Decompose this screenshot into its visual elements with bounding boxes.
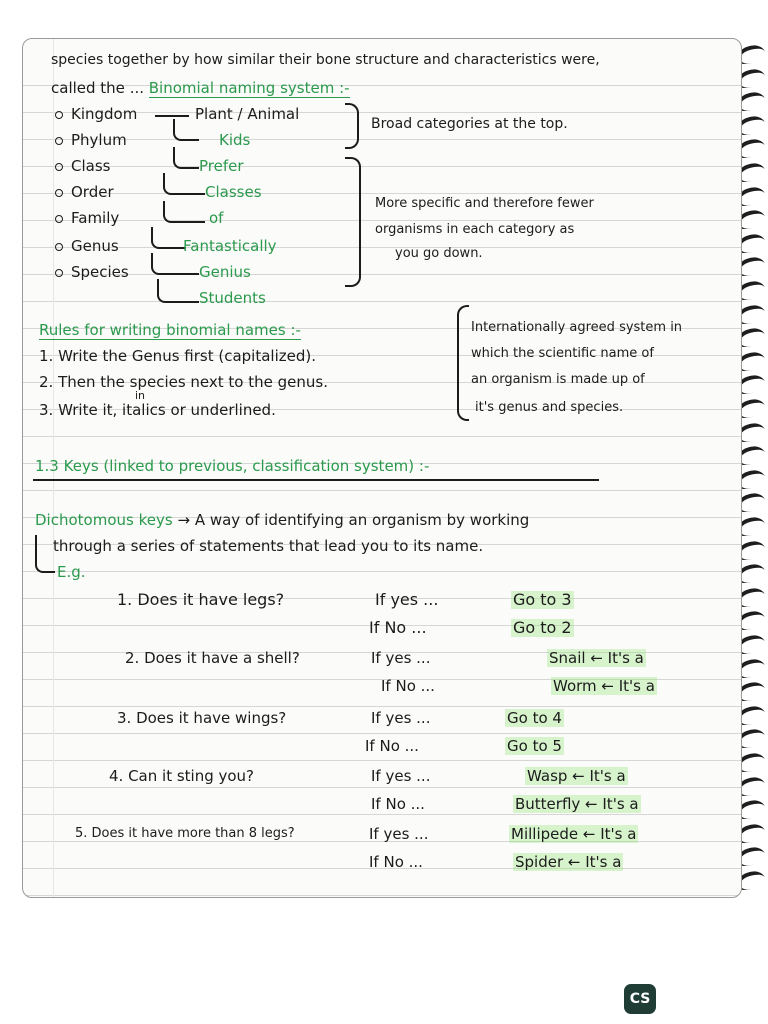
connector-line [151, 227, 185, 249]
arrow-icon: → [177, 511, 191, 529]
rank-class: Class [55, 157, 110, 175]
key-q4-yes-result: Wasp ← It's a [527, 767, 626, 785]
definition-3: an organism is made up of [471, 372, 645, 387]
key-q4-no: If No ... [371, 795, 425, 813]
rule-insert: in [135, 389, 146, 402]
definition-1: Internationally agreed system in [471, 320, 683, 335]
rank-genus: Genus [55, 237, 119, 255]
bullet-icon [55, 243, 63, 251]
key-q3-yes: If yes ... [371, 709, 431, 727]
definition-4: it's genus and species. [475, 400, 624, 415]
rules-title: Rules for writing binomial names :- [39, 321, 301, 339]
brace [457, 305, 469, 421]
bullet-icon [55, 163, 63, 171]
key-q3-no-result: Go to 5 [507, 737, 562, 755]
bullet-icon [55, 111, 63, 119]
rank-order: Order [55, 183, 114, 201]
key-q5-no-result: Spider ← It's a [515, 853, 622, 871]
intro-prefix: called the [51, 79, 125, 97]
rank-species: Species [55, 263, 129, 281]
key-q4-yes: If yes ... [371, 767, 431, 785]
key-q2: 2. Does it have a shell? [125, 649, 300, 667]
dichotomous-term: Dichotomous keys [35, 511, 173, 529]
key-q5: 5. Does it have more than 8 legs? [75, 826, 295, 841]
rule-3: 3. Write it, italics or underlined. [39, 401, 276, 419]
rule-2: 2. Then the species next to the genus. [39, 373, 328, 391]
mnemonic-classes: Classes [205, 183, 262, 201]
key-q4: 4. Can it sting you? [109, 767, 255, 785]
definition-text: A way of identifying an organism by working [194, 511, 530, 529]
key-q1-yes: If yes ... [375, 590, 439, 609]
key-q5-no: If No ... [369, 853, 423, 871]
mnemonic-plant-animal: Plant / Animal [195, 105, 300, 123]
dichotomous-definition-1 [35, 511, 529, 529]
key-q3: 3. Does it have wings? [117, 709, 287, 727]
note-specific-3: you go down. [395, 246, 483, 261]
arrow-line [155, 115, 189, 117]
mnemonic-of: of [209, 209, 224, 227]
rank-phylum: Phylum [55, 131, 127, 149]
mnemonic-genius: Genius [199, 263, 251, 281]
bullet-icon [55, 189, 63, 197]
connector-line [173, 147, 199, 169]
key-q5-yes: If yes ... [369, 825, 429, 843]
definition-2: which the scientific name of [471, 346, 654, 361]
key-q1: 1. Does it have legs? [117, 590, 285, 609]
bullet-icon [55, 215, 63, 223]
mnemonic-kids: Kids [219, 131, 251, 149]
heading-underline [33, 479, 599, 482]
connector-line [35, 535, 55, 573]
key-q1-no-result: Go to 2 [513, 618, 572, 637]
binomial-title: Binomial naming system :- [148, 79, 350, 97]
key-q1-yes-result: Go to 3 [513, 590, 572, 609]
notebook-page [22, 38, 742, 898]
brace [345, 157, 361, 287]
key-q5-yes-result: Millipede ← It's a [511, 825, 637, 843]
mnemonic-prefer: Prefer [199, 157, 244, 175]
section-heading: 1.3 Keys (linked to previous, classification system) :- [35, 457, 430, 475]
intro-line-2: called the ... Binomial naming system :- [51, 79, 350, 97]
note-broad: Broad categories at the top. [371, 116, 568, 132]
example-label: E.g. [57, 563, 86, 581]
key-q3-no: If No ... [365, 737, 419, 755]
key-q2-yes-result: Snail ← It's a [549, 649, 644, 667]
note-specific-2: organisms in each category as [375, 222, 575, 237]
note-specific-1: More specific and therefore fewer [375, 196, 594, 211]
key-q4-no-result: Butterfly ← It's a [515, 795, 639, 813]
mnemonic-fantastically: Fantastically [183, 237, 277, 255]
rank-family: Family [55, 209, 119, 227]
key-q3-yes-result: Go to 4 [507, 709, 562, 727]
rank-kingdom: Kingdom [55, 105, 137, 123]
connector-line [157, 279, 199, 303]
key-q1-no: If No ... [369, 618, 427, 637]
camscanner-logo: CS [624, 984, 656, 1014]
connector-line [163, 173, 205, 195]
key-q2-yes: If yes ... [371, 649, 431, 667]
mnemonic-students: Students [199, 289, 266, 307]
bullet-icon [55, 269, 63, 277]
connector-line [163, 201, 205, 223]
rule-1: 1. Write the Genus first (capitalized). [39, 347, 316, 365]
brace [345, 103, 359, 149]
dichotomous-definition-2: through a series of statements that lead you to its name. [53, 537, 484, 555]
key-q2-no-result: Worm ← It's a [553, 677, 655, 695]
connector-line [151, 253, 199, 275]
key-q2-no: If No ... [381, 677, 435, 695]
intro-line-1: species together by how similar their bone structure and characteristics were, [51, 52, 600, 68]
bullet-icon [55, 137, 63, 145]
